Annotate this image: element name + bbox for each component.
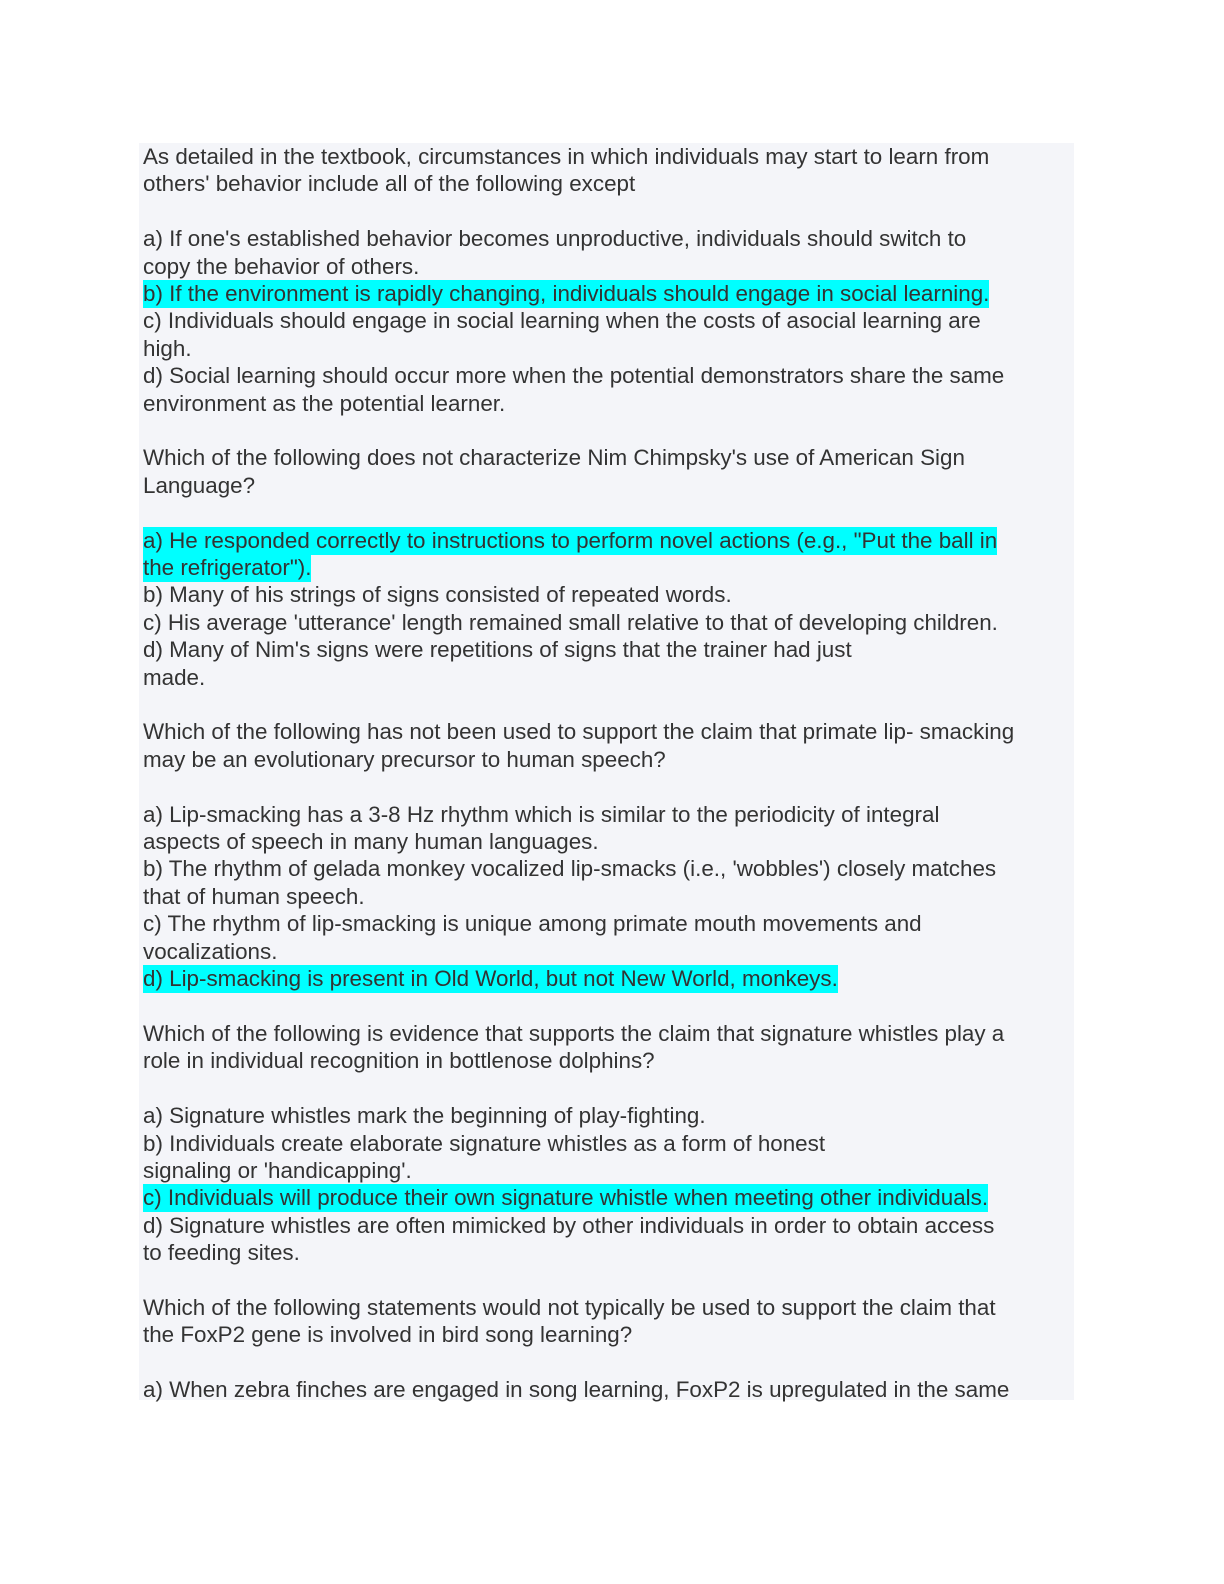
answer-option-a: [143, 801, 1073, 856]
question-prompt-line: the FoxP2 gene is involved in bird song learning?: [143, 1322, 633, 1348]
answer-option-a-highlighted: [143, 527, 1073, 582]
document-body: [143, 143, 1073, 1404]
question-prompt-line: Language?: [143, 472, 256, 498]
option-line: made.: [143, 664, 206, 690]
option-line: copy the behavior of others.: [143, 253, 420, 279]
option-line: b) Many of his strings of signs consisted of repeated words.: [143, 582, 732, 608]
question-3: [143, 718, 1073, 992]
answer-option-d-highlighted: [143, 965, 1073, 992]
question-4: [143, 1020, 1073, 1267]
option-line: to feeding sites.: [143, 1240, 300, 1266]
question-5: [143, 1294, 1073, 1404]
answer-option-b-highlighted: [143, 280, 1073, 307]
answer-option-b: [143, 855, 1073, 910]
option-line: a) Signature whistles mark the beginning of play-fighting.: [143, 1103, 706, 1129]
option-line: b) The rhythm of gelada monkey vocalized lip-smacks (i.e., 'wobbles') closely matches: [143, 856, 997, 882]
question-prompt-line: Which of the following statements would not typically be used to support the claim that: [143, 1294, 996, 1320]
highlighted-answer: b) If the environment is rapidly changing, individuals should engage in social learning.: [143, 281, 990, 307]
question-prompt-line: As detailed in the textbook, circumstances in which individuals may start to learn from: [143, 144, 990, 169]
answer-option-a: [143, 1102, 1073, 1129]
answer-option-a: [143, 225, 1073, 280]
option-line: a) If one's established behavior becomes unproductive, individuals should switch to: [143, 226, 967, 252]
option-line: a) When zebra finches are engaged in song learning, FoxP2 is upregulated in the same: [143, 1377, 1010, 1403]
question-1: [143, 143, 1073, 417]
question-prompt-line: may be an evolutionary precursor to human speech?: [143, 746, 666, 772]
option-line: vocalizations.: [143, 938, 278, 964]
answer-option-b: [143, 581, 1073, 608]
answer-option-c: [143, 307, 1073, 362]
answer-option-b: [143, 1130, 1073, 1185]
option-line: a) Lip-smacking has a 3-8 Hz rhythm which is similar to the periodicity of integral: [143, 801, 940, 827]
highlighted-answer: c) Individuals will produce their own signature whistle when meeting other individuals.: [143, 1185, 989, 1211]
option-line: d) Signature whistles are often mimicked by other individuals in order to obtain access: [143, 1212, 995, 1238]
option-line: environment as the potential learner.: [143, 390, 506, 416]
option-line: signaling or 'handicapping'.: [143, 1157, 412, 1183]
highlighted-answer: d) Lip-smacking is present in Old World, but not New World, monkeys.: [143, 966, 838, 992]
answer-option-d: [143, 1212, 1073, 1267]
question-prompt-line: Which of the following does not characterize Nim Chimpsky's use of American Sign: [143, 445, 965, 471]
answer-option-a: [143, 1376, 1073, 1403]
answer-option-d: [143, 636, 1073, 691]
question-2: [143, 444, 1073, 691]
question-prompt-line: Which of the following has not been used to support the claim that primate lip- smacking: [143, 719, 1015, 745]
answer-option-c: [143, 609, 1073, 636]
question-prompt-line: others' behavior include all of the following except: [143, 171, 636, 197]
answer-option-c-highlighted: [143, 1184, 1073, 1211]
option-line: d) Many of Nim's signs were repetitions of signs that the trainer had just: [143, 637, 852, 663]
option-line: that of human speech.: [143, 883, 365, 909]
option-line: aspects of speech in many human languages.: [143, 829, 599, 855]
option-line: c) His average 'utterance' length remained small relative to that of developing children.: [143, 609, 998, 635]
option-line: c) The rhythm of lip-smacking is unique among primate mouth movements and: [143, 911, 922, 937]
answer-option-c: [143, 910, 1073, 965]
option-line: c) Individuals should engage in social learning when the costs of asocial learning are: [143, 308, 981, 334]
highlighted-answer: a) He responded correctly to instructions to perform novel actions (e.g., "Put the ball in: [143, 527, 998, 553]
question-prompt-line: Which of the following is evidence that supports the claim that signature whistles play a: [143, 1020, 1005, 1046]
option-line: b) Individuals create elaborate signature whistles as a form of honest: [143, 1130, 826, 1156]
question-prompt-line: role in individual recognition in bottlenose dolphins?: [143, 1048, 655, 1074]
answer-option-d: [143, 362, 1073, 417]
highlighted-answer: the refrigerator").: [143, 555, 312, 581]
option-line: d) Social learning should occur more when the potential demonstrators share the same: [143, 363, 1005, 389]
option-line: high.: [143, 335, 192, 361]
